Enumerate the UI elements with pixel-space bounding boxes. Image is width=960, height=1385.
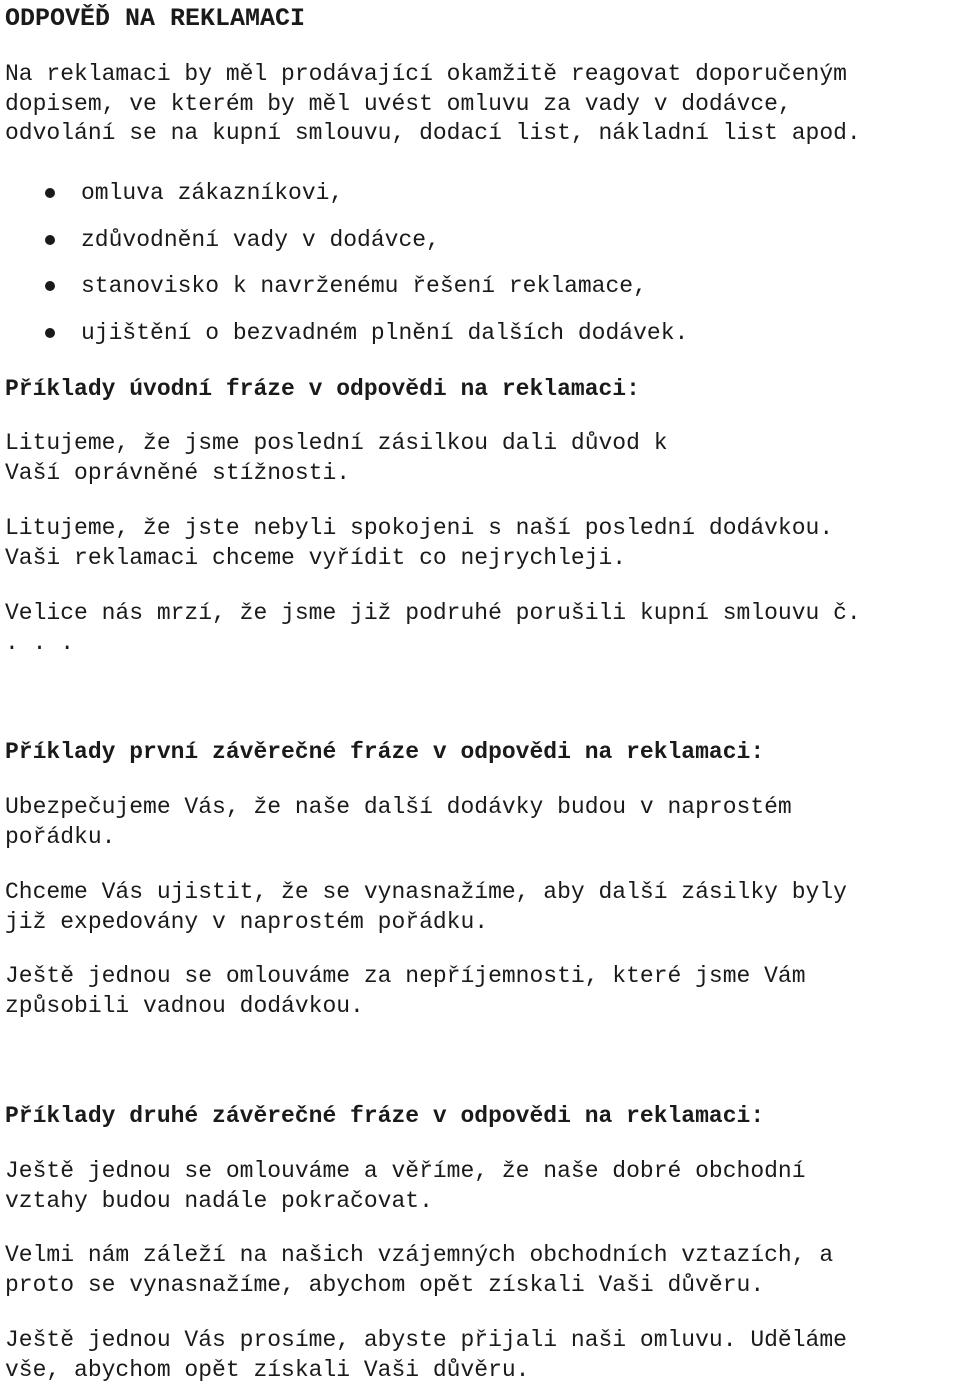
bullet-icon: [45, 235, 55, 245]
section-heading: Příklady druhé závěrečné fráze v odpovědi na reklamaci:: [5, 1103, 765, 1129]
section-heading: Příklady první závěrečné fráze v odpovědi na reklamaci:: [5, 739, 765, 765]
bullet-icon: [45, 281, 55, 291]
list-item-text: ujištění o bezvadném plnění dalších dodávek.: [81, 319, 689, 346]
bullet-icon: [45, 328, 55, 338]
example-paragraph: Litujeme, že jste nebyli spokojeni s naší poslední dodávkou. Vaši reklamaci chceme vyřídit co nejrychleji.: [5, 515, 834, 571]
example-paragraph: Velice nás mrzí, že jsme již podruhé porušili kupní smlouvu č. . . .: [5, 600, 861, 656]
section-heading: Příklady úvodní fráze v odpovědi na reklamaci:: [5, 376, 640, 402]
example-paragraph: Ještě jednou Vás prosíme, abyste přijali naši omluvu. Uděláme vše, abychom opět získali Vaši důvěru.: [5, 1327, 847, 1383]
intro-paragraph: Na reklamaci by měl prodávající okamžitě reagovat doporučeným dopisem, ve kterém by měl uvést omluvu za vady v dodávce, odvolání se na kupní smlouvu, dodací list, nákladní list apod.: [5, 61, 861, 146]
example-paragraph: Ještě jednou se omlouváme a věříme, že naše dobré obchodní vztahy budou nadále pokračovat.: [5, 1158, 806, 1214]
example-paragraph: Ubezpečujeme Vás, že naše další dodávky budou v naprostém pořádku.: [5, 794, 792, 850]
example-paragraph: Ještě jednou se omlouváme za nepříjemnosti, které jsme Vám způsobili vadnou dodávkou.: [5, 963, 806, 1019]
list-item-text: stanovisko k navrženému řešení reklamace,: [81, 273, 647, 299]
list-item-text: omluva zákazníkovi,: [81, 180, 344, 206]
bullet-icon: [45, 188, 55, 198]
example-paragraph: Velmi nám záleží na našich vzájemných obchodních vztazích, a proto se vynasnažíme, abychom opět získali Vaši důvěru.: [5, 1242, 834, 1298]
example-paragraph: Chceme Vás ujistit, že se vynasnažíme, aby další zásilky byly již expedovány v naprostém pořádku.: [5, 879, 847, 935]
list-item-text: zdůvodnění vady v dodávce,: [81, 226, 440, 253]
document-title: ODPOVĚĎ NA REKLAMACI: [5, 4, 306, 33]
example-paragraph: Litujeme, že jsme poslední zásilkou dali důvod k Vaší oprávněné stížnosti.: [5, 430, 668, 486]
